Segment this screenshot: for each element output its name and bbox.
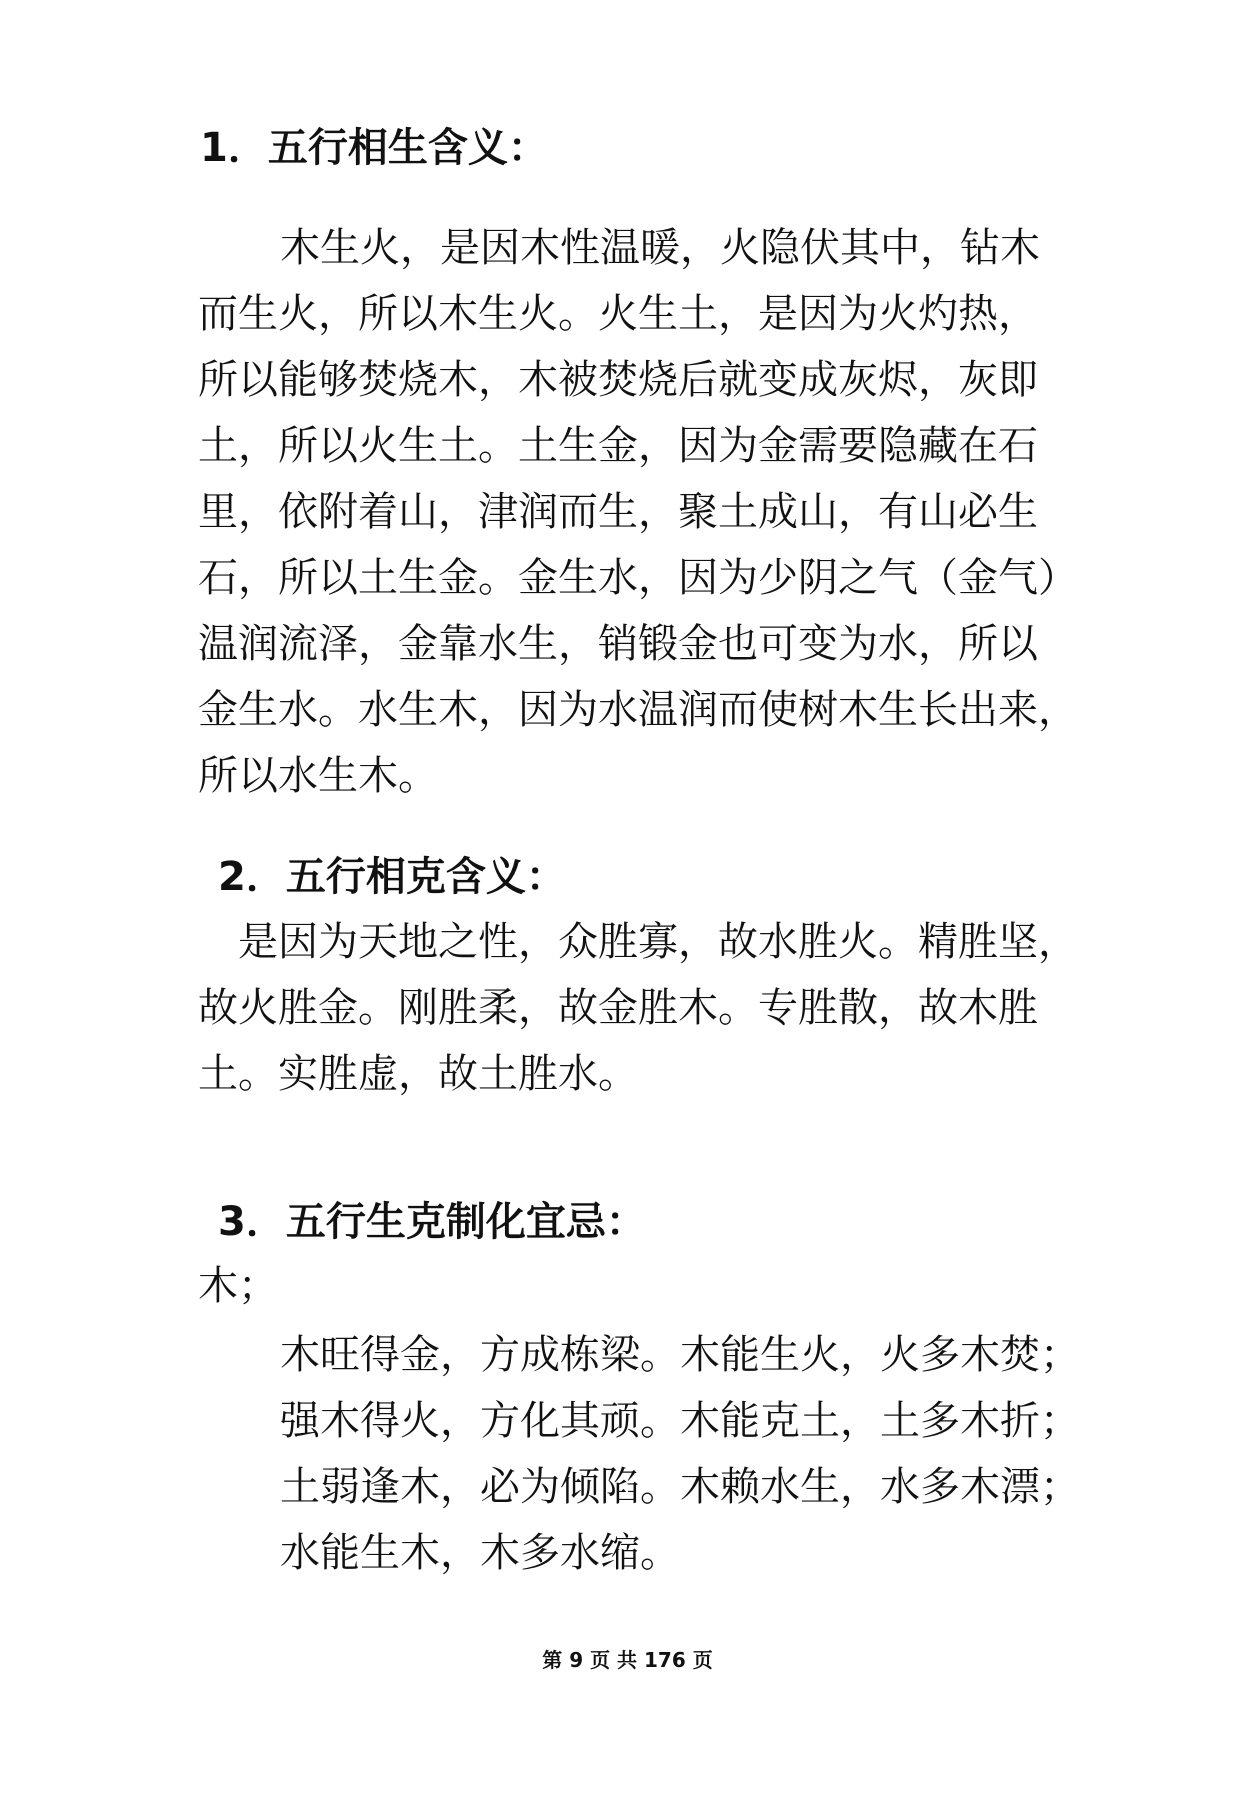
paragraph-line: 是因为天地之性，众胜寡，故水胜火。精胜坚，	[238, 919, 1078, 965]
section-3-body	[280, 1322, 1080, 1586]
paragraph-line: 所以能够焚烧木，木被焚烧后就变成灰烬，灰即	[198, 357, 1038, 403]
paragraph-line: 里，依附着山，津润而生，聚土成山，有山必生	[198, 489, 1038, 535]
section-2-heading: 2．五行相克含义：	[218, 854, 566, 900]
section-3-heading: 3．五行生克制化宜忌：	[218, 1199, 646, 1245]
paragraph-line: 土弱逢木，必为倾陷。木赖水生，水多木漂；	[280, 1464, 1080, 1510]
paragraph-line: 金生水。水生木，因为水温润而使树木生长出来，	[198, 687, 1078, 733]
section-3-subheading: 木；	[198, 1263, 278, 1309]
paragraph-line: 石，所以土生金。金生水，因为少阴之气（金气）	[198, 555, 1078, 601]
section-1-body	[198, 215, 1078, 809]
paragraph-line: 而生火，所以木生火。火生土，是因为火灼热，	[198, 291, 1038, 337]
paragraph-line: 木生火，是因木性温暖，火隐伏其中，钻木	[280, 225, 1040, 271]
section-2-body	[198, 909, 1078, 1107]
page-number-footer: 第 9 页 共 176 页	[542, 1648, 713, 1672]
paragraph-line: 温润流泽，金靠水生，销锻金也可变为水，所以	[198, 621, 1038, 667]
section-1-heading: 1．五行相生含义：	[200, 125, 548, 171]
paragraph-line: 水能生木，木多水缩。	[280, 1530, 680, 1576]
paragraph-line: 故火胜金。刚胜柔，故金胜木。专胜散，故木胜	[198, 985, 1038, 1031]
paragraph-line: 土，所以火生土。土生金，因为金需要隐藏在石	[198, 423, 1038, 469]
paragraph-line: 强木得火，方化其顽。木能克土，土多木折；	[280, 1398, 1080, 1444]
paragraph-line: 所以水生木。	[198, 753, 438, 799]
paragraph-line: 木旺得金，方成栋梁。木能生火，火多木焚；	[280, 1332, 1080, 1378]
paragraph-line: 土。实胜虚，故土胜水。	[198, 1051, 638, 1097]
